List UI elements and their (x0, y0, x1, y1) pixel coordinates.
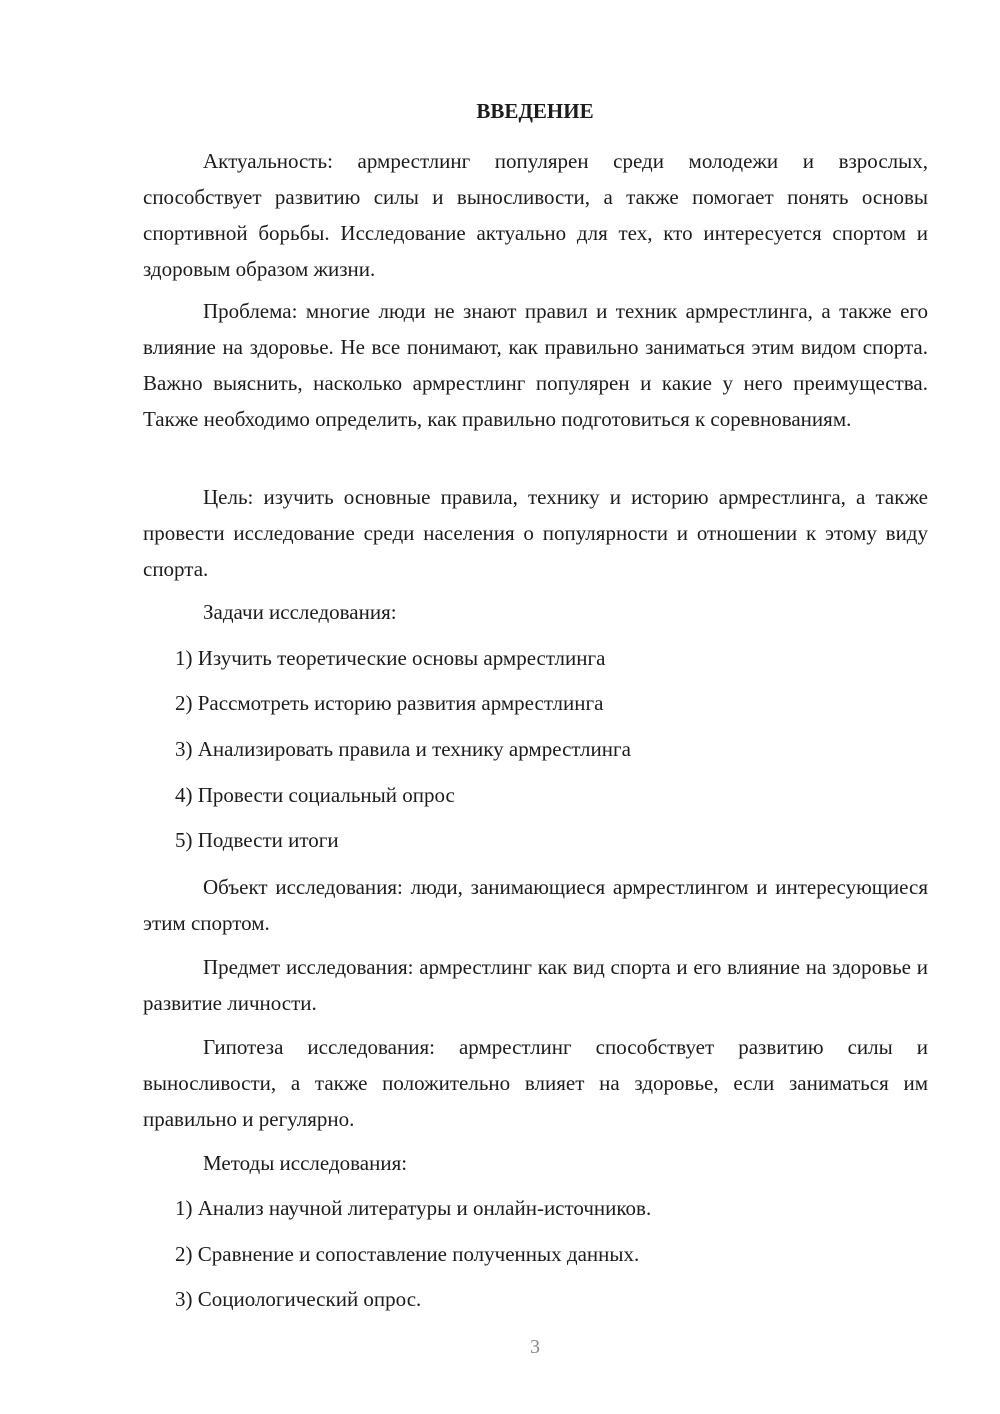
method-item-1: 1) Анализ научной литературы и онлайн-источников. (175, 1196, 652, 1220)
object-paragraph: Объект исследования: люди, занимающиеся армрестлингом и интересующиеся этим спортом. (143, 875, 928, 935)
page-title: ВВЕДЕНИЕ (476, 99, 594, 123)
methods-heading: Методы исследования: (203, 1151, 408, 1175)
problem-paragraph: Проблема: многие люди не знают правил и техник армрестлинга, а также его влияние на здоровье. Не все понимают, как правильно заниматься этим видом спорта. Важно выяснить, насколько армрестлинг популярен и какие у него преимущества. Также необходимо определить, как правильно подготовиться к соревнованиям. (143, 299, 928, 431)
tasks-heading: Задачи исследования: (203, 600, 397, 624)
hypothesis-paragraph: Гипотеза исследования: армрестлинг способствует развитию силы и выносливости, а также положительно влияет на здоровье, если заниматься им правильно и регулярно. (143, 1035, 928, 1131)
method-item-3: 3) Социологический опрос. (175, 1287, 422, 1311)
task-item-5: 5) Подвести итоги (175, 828, 339, 852)
task-item-3: 3) Анализировать правила и технику армрестлинга (175, 737, 631, 761)
relevance-paragraph: Актуальность: армрестлинг популярен среди молодежи и взрослых, способствует развитию силы и выносливости, а также помогает понять основы спортивной борьбы. Исследование актуально для тех, кто интересуется спортом и здоровым образом жизни. (143, 149, 928, 281)
goal-paragraph: Цель: изучить основные правила, технику и историю армрестлинга, а также провести исследование среди населения о популярности и отношении к этому виду спорта. (143, 485, 928, 581)
subject-paragraph: Предмет исследования: армрестлинг как вид спорта и его влияние на здоровье и развитие личности. (143, 955, 928, 1015)
task-item-1: 1) Изучить теоретические основы армрестлинга (175, 646, 606, 670)
task-item-4: 4) Провести социальный опрос (175, 783, 455, 807)
task-item-2: 2) Рассмотреть историю развития армрестлинга (175, 691, 604, 715)
page-number: 3 (530, 1336, 540, 1358)
method-item-2: 2) Сравнение и сопоставление полученных данных. (175, 1242, 640, 1266)
